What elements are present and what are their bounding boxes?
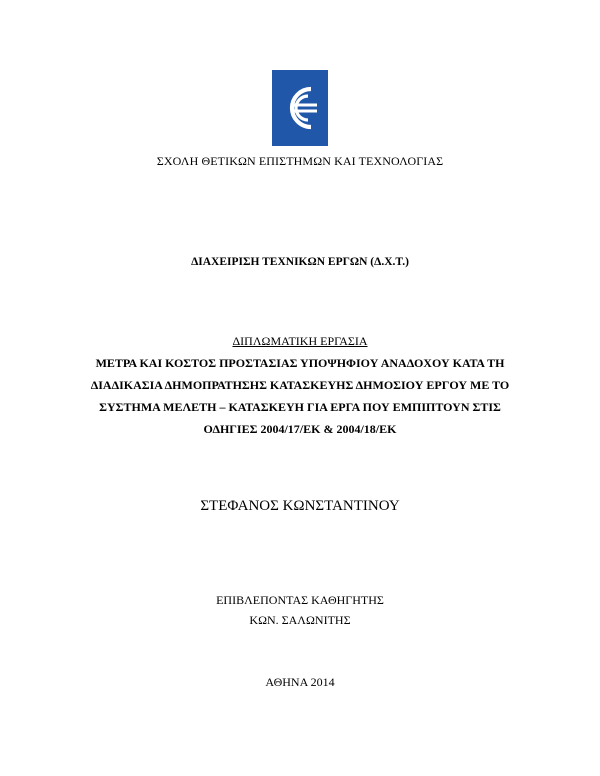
author-name: ΣΤΕΦΑΝΟΣ ΚΩΝΣΤΑΝΤΙΝΟΥ <box>200 498 400 514</box>
place-date: ΑΘΗΝΑ 2014 <box>265 675 335 689</box>
school-name: ΣΧΟΛΗ ΘΕΤΙΚΩΝ ΕΠΙΣΤΗΜΩΝ ΚΑΙ ΤΕΧΝΟΛΟΓΙΑΣ <box>156 154 444 168</box>
supervisor-label: ΕΠΙΒΛΕΠΟΝΤΑΣ ΚΑΘΗΓΗΤΗΣ <box>216 593 384 607</box>
thesis-title-line: ΜΕΤΡΑ ΚΑΙ ΚΟΣΤΟΣ ΠΡΟΣΤΑΣΙΑΣ ΥΠΟΨΗΦΙΟΥ ΑΝΑΔΟΧΟΥ ΚΑΤΑ ΤΗ <box>95 356 505 370</box>
university-emblem-icon <box>272 70 328 146</box>
thesis-title-line: ΣΥΣΤΗΜΑ ΜΕΛΕΤΗ – ΚΑΤΑΣΚΕΥΗ ΓΙΑ ΕΡΓΑ ΠΟΥ ΕΜΠΙΠΤΟΥΝ ΣΤΙΣ <box>99 400 501 414</box>
emblem-graphic <box>272 70 328 146</box>
thesis-label: ΔΙΠΛΩΜΑΤΙΚΗ ΕΡΓΑΣΙΑ <box>232 334 368 348</box>
supervisor-name: ΚΩΝ. ΣΑΛΩΝΙΤΗΣ <box>249 613 351 627</box>
program-name: ΔΙΑΧΕΙΡΙΣΗ ΤΕΧΝΙΚΩΝ ΕΡΓΩΝ (Δ.Χ.Τ.) <box>191 256 409 268</box>
thesis-title-line: ΟΔΗΓΙΕΣ 2004/17/ΕΚ & 2004/18/ΕΚ <box>203 422 397 436</box>
thesis-title-line: ΔΙΑΔΙΚΑΣΙΑ ΔΗΜΟΠΡΑΤΗΣΗΣ ΚΑΤΑΣΚΕΥΗΣ ΔΗΜΟΣΙΟΥ ΕΡΓΟΥ ΜΕ ΤΟ <box>90 378 510 392</box>
